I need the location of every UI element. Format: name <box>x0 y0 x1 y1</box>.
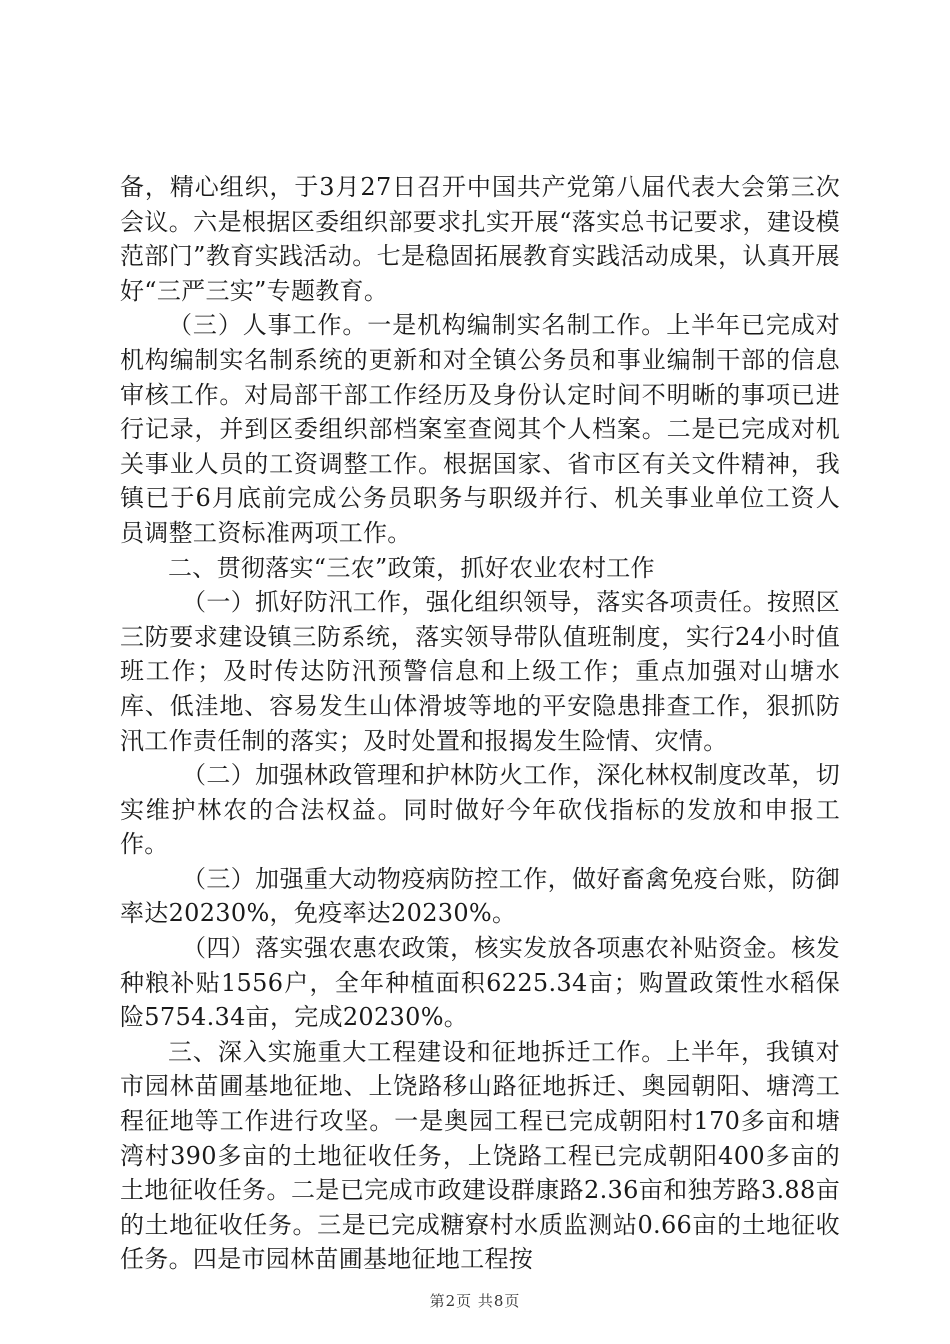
paragraph-subsidy: （四）落实强农惠农政策，核实发放各项惠农补贴资金。核发种粮补贴1556户，全年种植面积6225.34亩；购置政策性水稻保险5754.34亩，完成20230%。 <box>120 934 840 1032</box>
paragraph-major-projects: 三、深入实施重大工程建设和征地拆迁工作。上半年，我镇对市园林苗圃基地征地、上饶路移山路征地拆迁、奥园朝阳、塘湾工程征地等工作进行攻坚。一是奥园工程已完成朝阳村170多亩和塘湾村390多亩的土地征收任务，上饶路工程已完成朝阳400多亩的土地征收任务。二是已完成市政建设群康路2.36亩和独芳路3.88亩的土地征收任务。三是已完成糖寮村水质监测站0.66亩的土地征收任务。四是市园林苗圃基地征地工程按 <box>120 1037 840 1274</box>
section-heading-agriculture: 二、贯彻落实“三农”政策，抓好农业农村工作 <box>168 553 655 582</box>
paragraph-forestry: （二）加强林政管理和护林防火工作，深化林权制度改革，切实维护林农的合法权益。同时做好今年砍伐指标的发放和申报工作。 <box>120 761 840 859</box>
paragraph-flood-control: （一）抓好防汛工作，强化组织领导，落实各项责任。按照区三防要求建设镇三防系统，落实领导带队值班制度，实行24小时值班工作；及时传达防汛预警信息和上级工作；重点加强对山塘水库、低洼地、容易发生山体滑坡等地的平安隐患排查工作，狠抓防汛工作责任制的落实；及时处置和报揭发生险情、灾情。 <box>120 588 840 755</box>
paragraph-epidemic-control: （三）加强重大动物疫病防控工作，做好畜禽免疫台账，防御率达20230%，免疫率达20230%。 <box>120 864 840 928</box>
paragraph-personnel-work: （三）人事工作。一是机构编制实名制工作。上半年已完成对机构编制实名制系统的更新和对全镇公务员和事业编制干部的信息审核工作。对局部干部工作经历及身份认定时间不明晰的事项已进行记录，并到区委组织部档案室查阅其个人档案。二是已完成对机关事业人员的工资调整工作。根据国家、省市区有关文件精神，我镇已于6月底前完成公务员职务与职级并行、机关事业单位工资人员调整工资标准两项工作。 <box>120 311 840 547</box>
paragraph-continuation: 备，精心组织，于3月27日召开中国共产党第八届代表大会第三次会议。六是根据区委组织部要求扎实开展“落实总书记要求，建设模范部门”教育实践活动。七是稳固拓展教育实践活动成果，认真开展好“三严三实”专题教育。 <box>120 173 840 305</box>
page-number-footer: 第2页 共8页 <box>429 1292 521 1310</box>
document-body <box>120 170 840 1277</box>
